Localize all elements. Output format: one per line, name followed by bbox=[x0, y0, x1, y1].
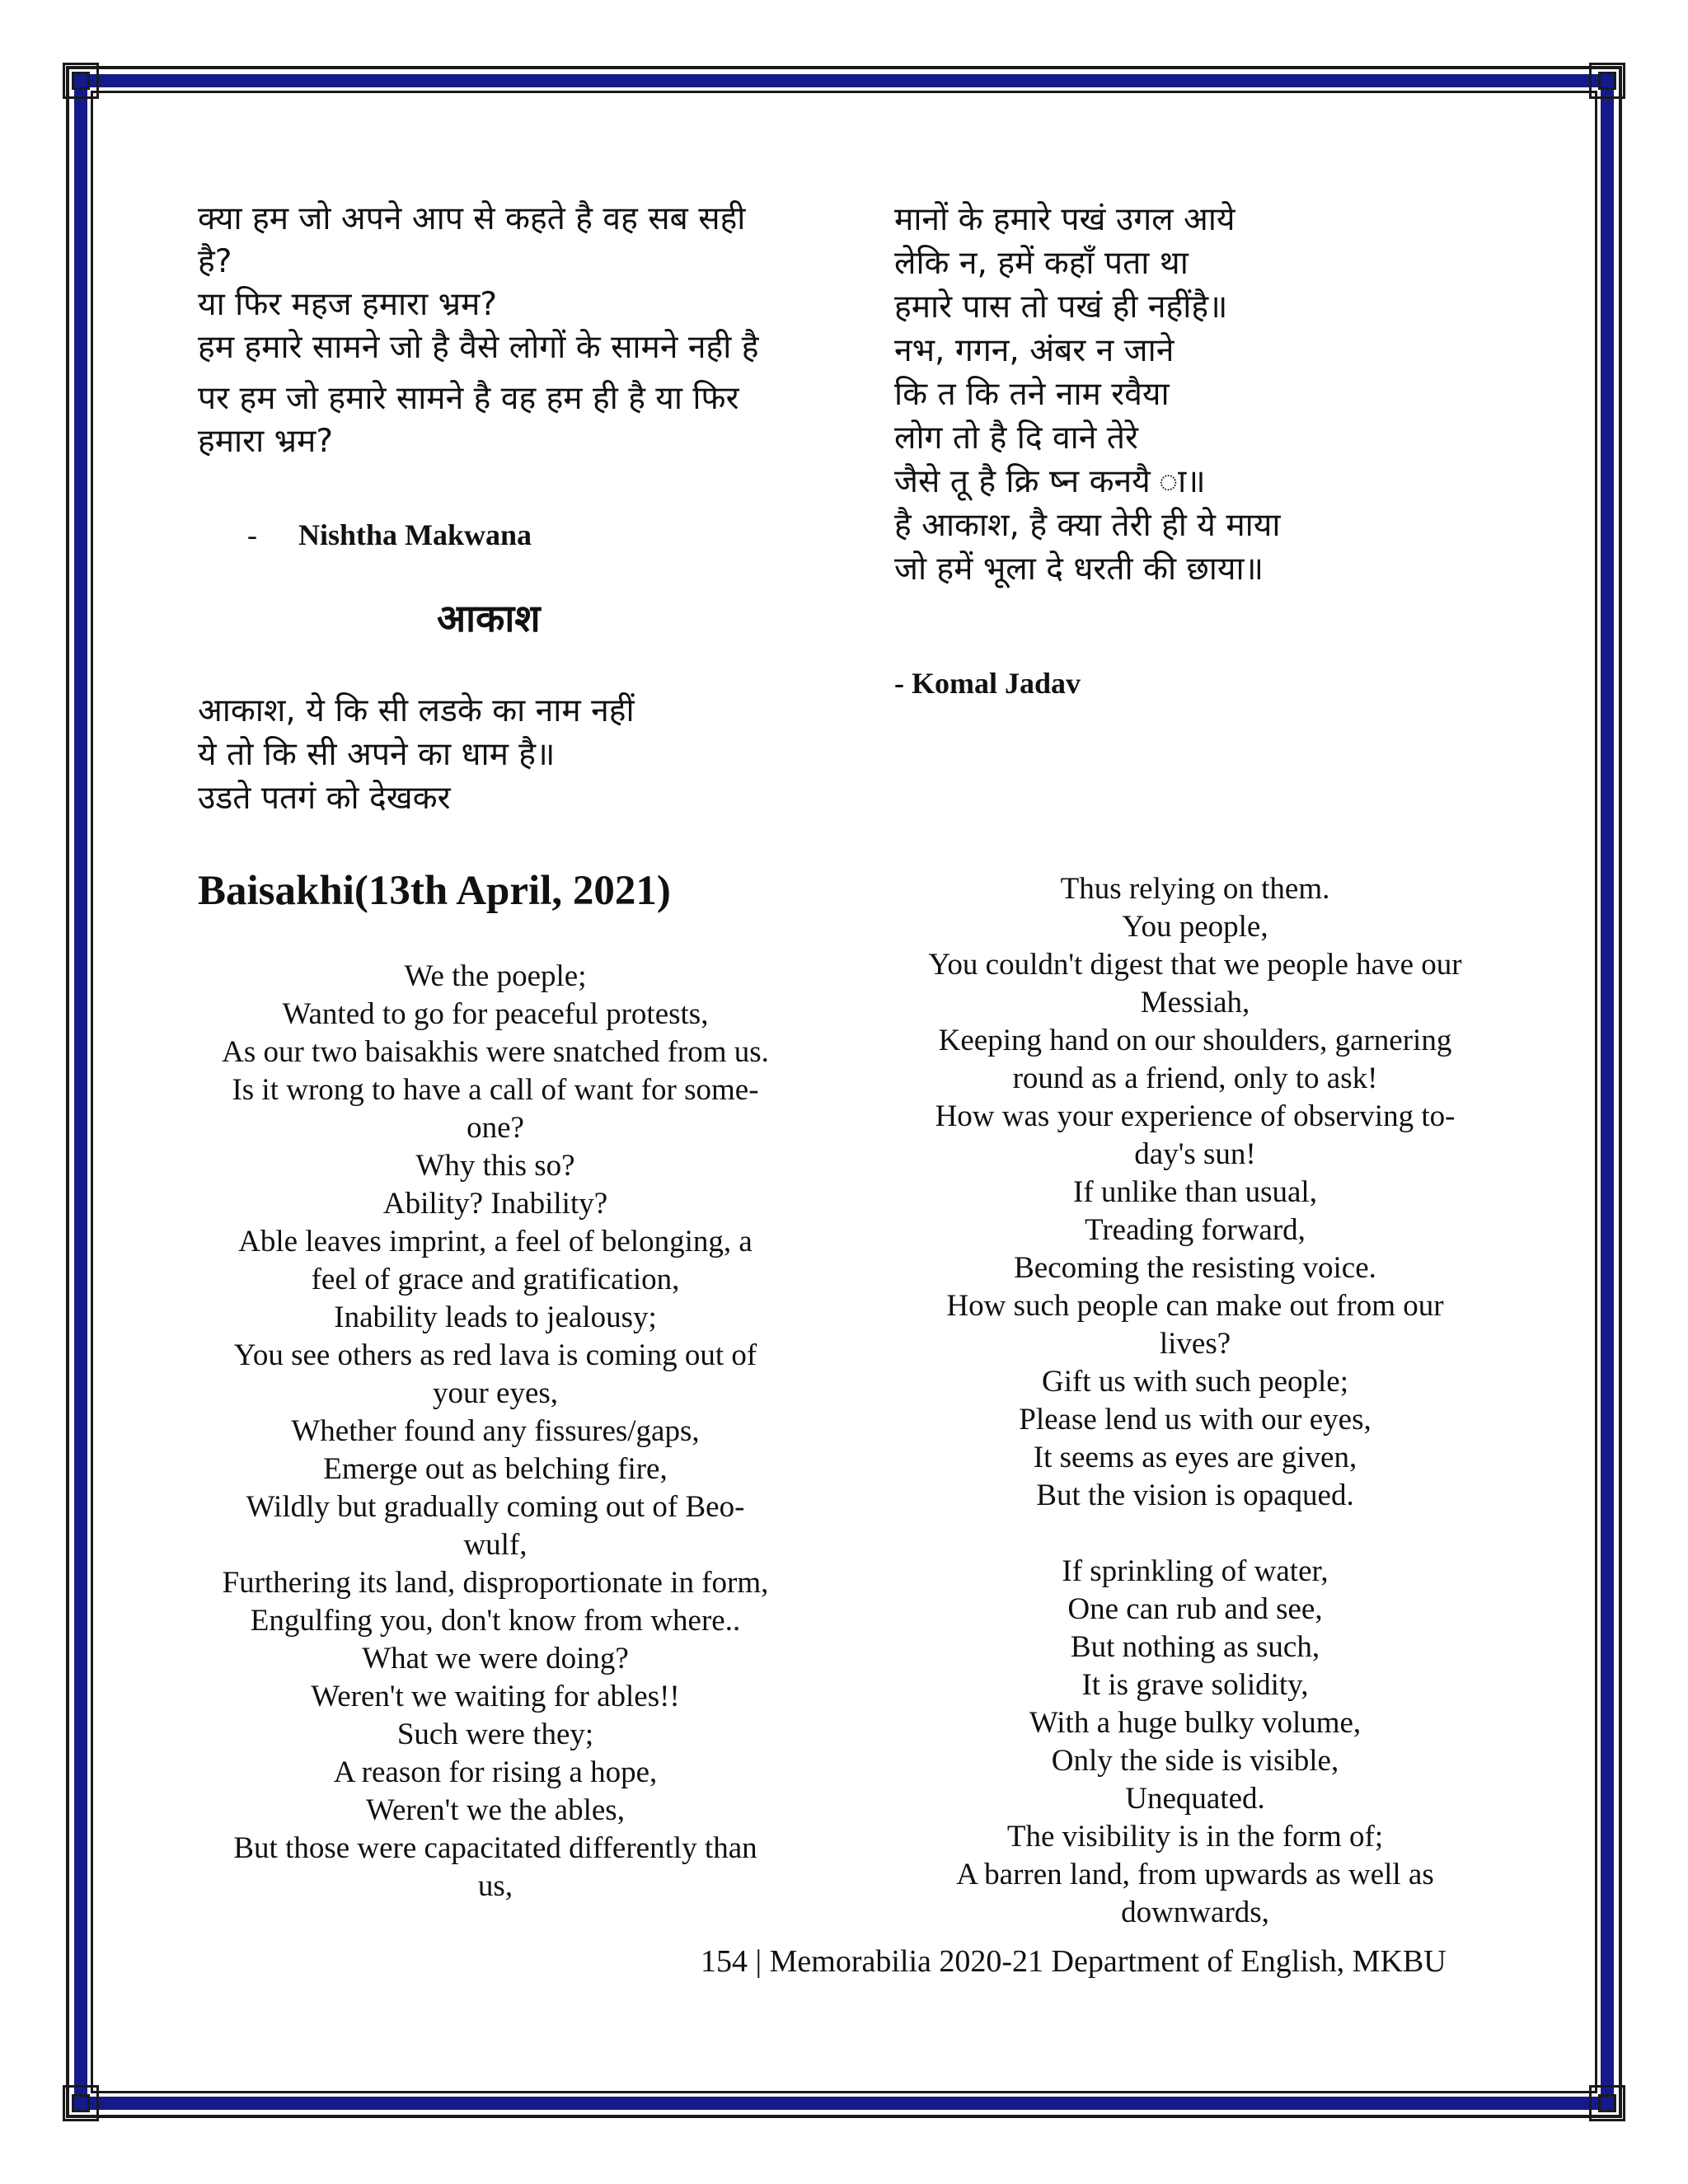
poem-line: If sprinkling of water, bbox=[1062, 1554, 1329, 1588]
poem-line: लोग तो है दि वाने तेरे bbox=[894, 419, 1138, 457]
poem-baisakhi-right-column bbox=[886, 870, 1504, 1932]
poem-line: You people, bbox=[1122, 910, 1268, 944]
poem-line: Why this so? bbox=[415, 1149, 575, 1183]
poem-author-komal: - Komal Jadav bbox=[894, 667, 1081, 700]
stanza-break bbox=[886, 1515, 1504, 1553]
poem-line: It seems as eyes are given, bbox=[1033, 1441, 1357, 1474]
poem-line: हमारे पास तो पखं ही नहींहै॥ bbox=[894, 288, 1228, 326]
poem-line: Unequated. bbox=[1125, 1782, 1265, 1816]
poem-line: है आकाश, है क्या तेरी ही ये माया bbox=[894, 507, 1281, 544]
border-corner-ornament bbox=[1589, 2085, 1625, 2121]
poem-line: lives? bbox=[1159, 1327, 1231, 1361]
poem-line: feel of grace and gratification, bbox=[311, 1263, 680, 1296]
poem-line: Inability leads to jealousy; bbox=[334, 1301, 657, 1334]
poem-line: Emerge out as belching fire, bbox=[323, 1452, 668, 1486]
poem-line: है? bbox=[198, 243, 232, 280]
page-footer: 154 | Memorabilia 2020-21 Department of English, MKBU bbox=[701, 1944, 1447, 1979]
poem-line: Ability? Inability? bbox=[382, 1187, 608, 1221]
poem-line: Messiah, bbox=[1140, 986, 1250, 1019]
poem-line: Wanted to go for peaceful protests, bbox=[282, 997, 709, 1031]
poem-line: wulf, bbox=[463, 1528, 528, 1562]
poem-line: हम हमारे सामने जो है वैसे लोगों के सामने नही है bbox=[198, 329, 759, 366]
poem-line: day's sun! bbox=[1134, 1137, 1256, 1171]
poem-author-nishtha bbox=[247, 518, 532, 552]
poem-line: उडते पतगं को देखकर bbox=[198, 780, 451, 817]
poem-line: नभ, गगन, अंबर न जाने bbox=[894, 332, 1175, 369]
poem-line: You couldn't digest that we people have our bbox=[928, 948, 1462, 982]
poem-line: It is grave solidity, bbox=[1081, 1668, 1309, 1702]
author-dash: - bbox=[247, 518, 257, 551]
border-corner-ornament bbox=[1589, 63, 1625, 99]
poem-line: Only the side is visible, bbox=[1051, 1744, 1339, 1778]
poem-nishtha bbox=[198, 198, 824, 463]
poem-line: With a huge bulky volume, bbox=[1029, 1706, 1362, 1740]
poem-title-baisakhi: Baisakhi(13th April, 2021) bbox=[198, 868, 671, 914]
poem-akash-part2 bbox=[894, 198, 1537, 591]
poem-line: Wildly but gradually coming out of Beo- bbox=[246, 1490, 745, 1524]
poem-line: जो हमें भूला दे धरती की छाया॥ bbox=[894, 551, 1264, 588]
poem-line: Weren't we the ables, bbox=[366, 1793, 625, 1827]
poem-line: downwards, bbox=[1121, 1896, 1269, 1929]
poem-line: क्या हम जो अपने आप से कहते है वह सब सही bbox=[198, 200, 746, 237]
poem-line: A barren land, from upwards as well as bbox=[956, 1858, 1434, 1891]
poem-line: मानों के हमारे पखं उगल आये bbox=[894, 201, 1236, 238]
poem-title-akash: आकाश bbox=[437, 596, 541, 640]
border-corner-ornament bbox=[63, 2085, 99, 2121]
poem-line: Treading forward, bbox=[1085, 1213, 1306, 1247]
poem-line: Able leaves imprint, a feel of belonging, a bbox=[238, 1225, 753, 1258]
poem-line: You see others as red lava is coming out of bbox=[233, 1338, 757, 1372]
poem-akash-part1 bbox=[198, 689, 841, 820]
poem-line: Furthering its land, disproportionate in form, bbox=[222, 1566, 769, 1600]
poem-line: We the poeple; bbox=[404, 959, 587, 993]
poem-line: one? bbox=[467, 1111, 524, 1145]
poem-line: आकाश, ये कि सी लडके का नाम नहीं bbox=[198, 692, 635, 729]
poem-line: your eyes, bbox=[432, 1376, 559, 1410]
poem-line: What we were doing? bbox=[362, 1642, 629, 1675]
poem-line: पर हम जो हमारे सामने है वह हम ही है या फिर bbox=[198, 380, 739, 417]
poem-line: How was your experience of observing to- bbox=[935, 1099, 1456, 1133]
poem-line: Weren't we waiting for ables!! bbox=[311, 1680, 680, 1713]
poem-line: ये तो कि सी अपने का धाम है॥ bbox=[198, 736, 556, 773]
poem-line: The visibility is in the form of; bbox=[1006, 1820, 1384, 1854]
poem-line: us, bbox=[477, 1869, 513, 1903]
poem-line: Is it wrong to have a call of want for some- bbox=[232, 1073, 759, 1107]
poem-line: If unlike than usual, bbox=[1073, 1175, 1317, 1209]
poem-line: As our two baisakhis were snatched from us. bbox=[222, 1035, 769, 1069]
poem-line: लेकि न, हमें कहाँ पता था bbox=[894, 245, 1189, 282]
poem-line: जैसे तू है क्रि ष्न कनयै ा॥ bbox=[894, 463, 1206, 500]
poem-line: Such were they; bbox=[396, 1718, 594, 1751]
poem-line: One can rub and see, bbox=[1067, 1592, 1323, 1626]
poem-line: A reason for rising a hope, bbox=[333, 1755, 658, 1789]
author-name: Nishtha Makwana bbox=[298, 518, 532, 551]
poem-line: कि त कि तने नाम रवैया bbox=[894, 376, 1170, 413]
poem-line: But those were capacitated differently than bbox=[233, 1831, 757, 1865]
poem-line: Becoming the resisting voice. bbox=[1014, 1251, 1376, 1285]
poem-baisakhi-left-column bbox=[195, 958, 796, 1905]
poem-line: Please lend us with our eyes, bbox=[1019, 1403, 1372, 1436]
poem-line: Keeping hand on our shoulders, garnering bbox=[938, 1024, 1452, 1057]
poem-line: Gift us with such people; bbox=[1041, 1365, 1348, 1399]
poem-line: But the vision is opaqued. bbox=[1036, 1479, 1354, 1512]
poem-line: या फिर महज हमारा भ्रम? bbox=[198, 286, 498, 323]
poem-line: Whether found any fissures/gaps, bbox=[291, 1414, 700, 1448]
poem-line: But nothing as such, bbox=[1070, 1630, 1320, 1664]
poem-line: Engulfing you, don't know from where.. bbox=[250, 1604, 741, 1638]
poem-line: Thus relying on them. bbox=[1060, 872, 1330, 906]
poem-line: round as a friend, only to ask! bbox=[1012, 1062, 1378, 1095]
poem-line: How such people can make out from our bbox=[946, 1289, 1444, 1323]
border-corner-ornament bbox=[63, 63, 99, 99]
poem-line: हमारा भ्रम? bbox=[198, 423, 334, 460]
